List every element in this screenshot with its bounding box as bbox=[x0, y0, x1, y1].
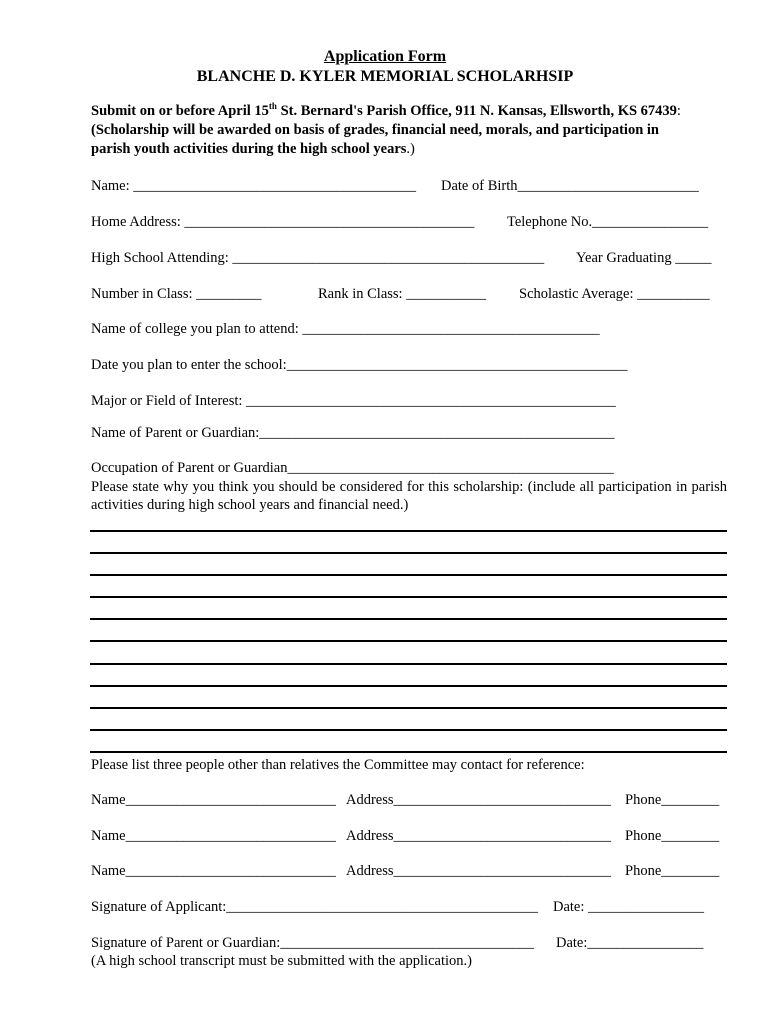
intro-superscript: th bbox=[268, 101, 277, 112]
essay-line[interactable] bbox=[90, 530, 727, 532]
date-of-birth-field[interactable]: Date of Birth_________________________ bbox=[441, 178, 699, 194]
reference-3-address-field[interactable]: Address______________________________ bbox=[346, 863, 612, 879]
references-prompt: Please list three people other than relatives the Committee may contact for reference: bbox=[91, 757, 585, 773]
essay-line[interactable] bbox=[90, 574, 727, 576]
home-address-field[interactable]: Home Address: ________________________________________ bbox=[91, 214, 475, 230]
intro-line1-rest: St. Bernard's Parish Office, 911 N. Kansas, Ellsworth, KS 67439 bbox=[276, 103, 677, 119]
scholarship-name: BLANCHE D. KYLER MEMORIAL SCHOLARHSIP bbox=[196, 68, 574, 85]
applicant-date-field[interactable]: Date: ________________ bbox=[553, 899, 705, 915]
transcript-note: (A high school transcript must be submitted with the application.) bbox=[91, 953, 472, 969]
essay-line[interactable] bbox=[90, 663, 727, 665]
applicant-signature-field[interactable]: Signature of Applicant:___________________________________________ bbox=[91, 899, 539, 915]
intro-line1: Submit on or before April 15 bbox=[91, 103, 269, 119]
essay-line[interactable] bbox=[90, 640, 727, 642]
reference-1-address-field[interactable]: Address______________________________ bbox=[346, 792, 612, 808]
essay-line[interactable] bbox=[90, 707, 727, 709]
form-title: Application Form bbox=[323, 48, 447, 65]
college-field[interactable]: Name of college you plan to attend: _________________________________________ bbox=[91, 321, 600, 337]
year-graduating-field[interactable]: Year Graduating _____ bbox=[576, 250, 712, 266]
reference-3-phone-field[interactable]: Phone________ bbox=[625, 863, 720, 879]
enter-date-field[interactable]: Date you plan to enter the school:_______________________________________________ bbox=[91, 357, 628, 373]
essay-line[interactable] bbox=[90, 552, 727, 554]
reference-2-phone-field[interactable]: Phone________ bbox=[625, 828, 720, 844]
number-in-class-field[interactable]: Number in Class: _________ bbox=[91, 286, 262, 302]
essay-line[interactable] bbox=[90, 729, 727, 731]
parent-signature-field[interactable]: Signature of Parent or Guardian:___________________________________ bbox=[91, 935, 535, 951]
parent-date-field[interactable]: Date:________________ bbox=[556, 935, 704, 951]
essay-prompt: Please state why you think you should be considered for this scholarship: (include all participation in parish activities during high school years and financial need.) bbox=[91, 479, 727, 513]
intro-line3: parish youth activities during the high school years bbox=[91, 141, 407, 157]
high-school-field[interactable]: High School Attending: ___________________________________________ bbox=[91, 250, 545, 266]
reference-3-name-field[interactable]: Name_____________________________ bbox=[91, 863, 336, 879]
essay-line[interactable] bbox=[90, 685, 727, 687]
parent-occupation-field[interactable]: Occupation of Parent or Guardian_____________________________________________ bbox=[91, 460, 614, 476]
rank-in-class-field[interactable]: Rank in Class: ___________ bbox=[318, 286, 486, 302]
telephone-field[interactable]: Telephone No.________________ bbox=[507, 214, 709, 230]
scholastic-average-field[interactable]: Scholastic Average: __________ bbox=[519, 286, 710, 302]
reference-2-address-field[interactable]: Address______________________________ bbox=[346, 828, 612, 844]
essay-line[interactable] bbox=[90, 618, 727, 620]
intro-line2: (Scholarship will be awarded on basis of grades, financial need, morals, and participation in bbox=[91, 122, 659, 138]
essay-line[interactable] bbox=[90, 596, 727, 598]
intro-colon: : bbox=[676, 103, 681, 119]
submission-instructions bbox=[91, 102, 731, 159]
major-field[interactable]: Major or Field of Interest: ___________________________________________________ bbox=[91, 393, 616, 409]
reference-1-phone-field[interactable]: Phone________ bbox=[625, 792, 720, 808]
essay-line[interactable] bbox=[90, 751, 727, 753]
parent-name-field[interactable]: Name of Parent or Guardian:_________________________________________________ bbox=[91, 425, 615, 441]
name-field[interactable]: Name: _______________________________________ bbox=[91, 178, 417, 194]
reference-2-name-field[interactable]: Name_____________________________ bbox=[91, 828, 336, 844]
reference-1-name-field[interactable]: Name_____________________________ bbox=[91, 792, 336, 808]
intro-line3-end: .) bbox=[406, 141, 415, 157]
